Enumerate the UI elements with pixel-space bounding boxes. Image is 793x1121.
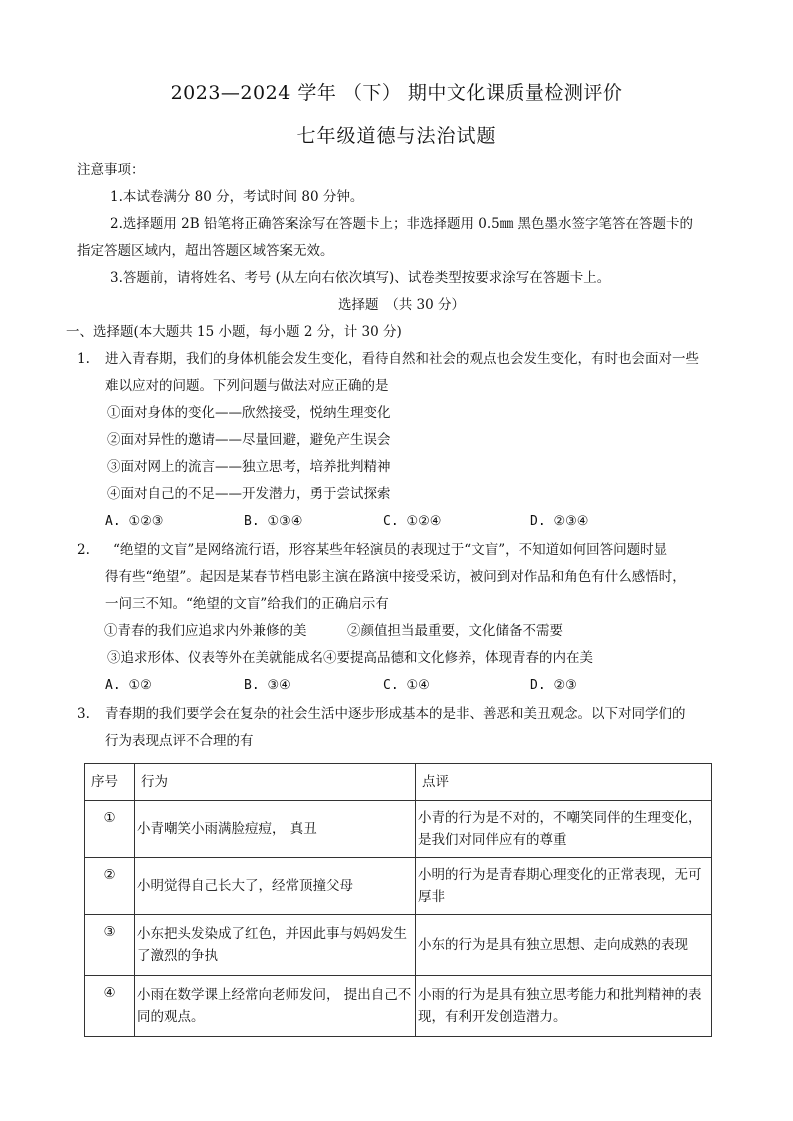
notice-item-1: 1.本试卷满分 80 分，考试时间 80 分钟。	[110, 189, 364, 205]
row-serial: ②	[85, 858, 135, 915]
q2-statements-3-4: ③追求形体、仪表等外在美就能成名④要提高品德和文化修养，体现青春的内在美	[107, 650, 593, 666]
row-behavior: 小明觉得自己长大了，经常顶撞父母	[135, 858, 416, 915]
table-row	[85, 858, 712, 915]
row-behavior: 小青嘲笑小雨满脸痘痘， 真丑	[135, 801, 416, 858]
table-header-row	[85, 764, 712, 801]
q2-stem-line2: 得有些“绝望”。起因是某春节档电影主演在路演中接受采访，被问到对作品和角色有什么感悟时，	[105, 569, 686, 585]
header-behavior: 行为	[135, 764, 416, 801]
q1-statement-2: ②面对异性的邀请——尽量回避，避免产生误会	[107, 432, 391, 448]
row-serial: ③	[85, 915, 135, 976]
exam-title: 2023—2024 学年 （下） 期中文化课质量检测评价	[170, 82, 623, 104]
q2-option-b: B. ③④	[244, 678, 291, 693]
q3-stem-line2: 行为表现点评不合理的有	[105, 733, 254, 749]
q2-statements-1-2: ①青春的我们应追求内外兼修的美 ②颜值担当最重要，文化储备不需要	[104, 623, 563, 639]
q3-number: 3.	[77, 706, 90, 722]
notice-item-3: 3.答题前，请将姓名、考号 (从左向右依次填写)、试卷类型按要求涂写在答题卡上。	[110, 270, 611, 286]
q2-option-c: C. ①④	[383, 678, 430, 693]
q2-option-d: D. ②③	[530, 678, 577, 693]
row-behavior: 小雨在数学课上经常向老师发问， 提出自己不同的观点。	[135, 976, 416, 1037]
row-comment: 小青的行为是不对的，不嘲笑同伴的生理变化， 是我们对同伴应有的尊重	[416, 801, 712, 858]
row-comment: 小东的行为是具有独立思想、走向成熟的表现	[416, 915, 712, 976]
q1-option-a: A. ①②③	[105, 514, 164, 529]
q1-stem-line2: 难以应对的问题。下列问题与做法对应正确的是	[105, 378, 389, 394]
evaluation-table	[84, 763, 712, 1037]
section-label: 选择题 （共 30 分）	[338, 297, 466, 313]
q1-option-d: D. ②③④	[530, 514, 589, 529]
table-row	[85, 976, 712, 1037]
row-serial: ④	[85, 976, 135, 1037]
table-row	[85, 801, 712, 858]
q1-option-b: B. ①③④	[244, 514, 303, 529]
row-comment: 小雨的行为是具有独立思考能力和批判精神的表现，有利开发创造潜力。	[416, 976, 712, 1037]
notice-item-2b: 指定答题区域内，超出答题区域答案无效。	[77, 243, 334, 259]
section-heading: 一、选择题(本大题共 15 小题，每小题 2 分，计 30 分)	[66, 324, 402, 340]
q1-number: 1.	[77, 351, 90, 367]
q2-stem-line3: 一问三不知。“绝望的文盲”给我们的正确启示有	[105, 596, 389, 612]
row-serial: ①	[85, 801, 135, 858]
q2-option-a: A. ①②	[105, 678, 152, 693]
row-behavior: 小东把头发染成了红色，并因此事与妈妈发生了激烈的争执	[135, 915, 416, 976]
q1-statement-1: ①面对身体的变化——欣然接受，悦纳生理变化	[107, 405, 391, 421]
q3-stem-line1: 青春期的我们要学会在复杂的社会生活中逐步形成基本的是非、善恶和美丑观念。以下对同学们的	[105, 706, 686, 722]
q2-number: 2.	[77, 542, 90, 558]
exam-subtitle: 七年级道德与法治试题	[296, 125, 497, 147]
header-comment: 点评	[416, 764, 712, 801]
row-comment: 小明的行为是青春期心理变化的正常表现，无可厚非	[416, 858, 712, 915]
notice-item-2a: 2.选择题用 2B 铅笔将正确答案涂写在答题卡上；非选择题用 0.5㎜ 黑色墨水签字笔答在答题卡的	[110, 216, 694, 232]
q1-stem-line1: 进入青春期，我们的身体机能会发生变化，看待自然和社会的观点也会发生变化，有时也会面对一些	[105, 351, 699, 367]
table-row	[85, 915, 712, 976]
q1-statement-4: ④面对自己的不足——开发潜力，勇于尝试探索	[107, 486, 391, 502]
q1-option-c: C. ①②④	[383, 514, 442, 529]
q1-statement-3: ③面对网上的流言——独立思考，培养批判精神	[107, 459, 391, 475]
header-serial: 序号	[85, 764, 135, 801]
q2-stem-line1: “绝望的文盲”是网络流行语，形容某些年轻演员的表现过于“文盲”，不知道如何回答问题时显	[113, 542, 668, 558]
notice-heading: 注意事项：	[77, 162, 145, 178]
